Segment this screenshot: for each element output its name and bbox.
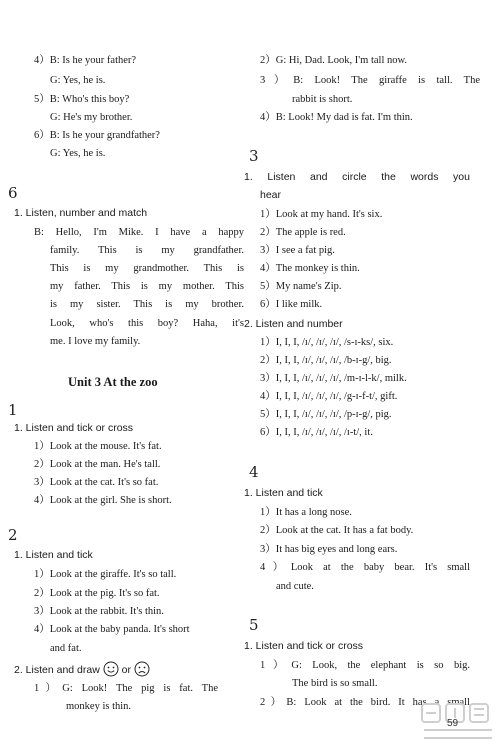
s3-item-2: 2）The apple is red. (260, 227, 346, 238)
u1-item-2: 2）Look at the man. He's tall. (34, 459, 161, 470)
u2-item-3: 3）Look at the rabbit. It's thin. (34, 606, 164, 617)
s4-item-4b: and cute. (276, 581, 314, 592)
section-number-5: 5 (249, 616, 259, 634)
s6-question: 1. Listen, number and match (14, 207, 148, 219)
s6-line-3: This is my grandmother. This is (50, 263, 244, 274)
s5-item-2a: 2）B: Look at the bird. It has a small (260, 697, 470, 708)
s3-item-4: 4）The monkey is thin. (260, 263, 360, 274)
section-number-4: 4 (249, 463, 259, 481)
u2-question-2 (14, 661, 150, 677)
s3-phonics-2: 2）I, I, I, /ɪ/, /ɪ/, /ɪ/, /b-ɪ-g/, big. (260, 355, 392, 366)
left-c5: 5）B: Who's this boy? (34, 94, 130, 105)
s3-question-1a: 1. Listen and circle the words you (244, 171, 470, 183)
s3-phonics-4: 4）I, I, I, /ɪ/, /ɪ/, /ɪ/, /g-ɪ-f-t/, gift. (260, 391, 398, 402)
left-c4: 4）B: Is he your father? (34, 55, 137, 66)
s6-line-6: Look, who's this boy? Haha, it's (50, 318, 244, 329)
s3-phonics-1: 1）I, I, I, /ɪ/, /ɪ/, /ɪ/, /s-ɪ-ks/, six. (260, 337, 394, 348)
left-c6: 6）B: Is he your grandfather? (34, 130, 160, 141)
left-c4-reply: G: Yes, he is. (50, 75, 106, 86)
s5-item-1a: 1）G: Look, the elephant is so big. (260, 660, 470, 671)
s6-line-1: B: Hello, I'm Mike. I have a happy (34, 227, 244, 238)
unit-title: Unit 3 At the zoo (68, 375, 158, 389)
s3-item-6: 6）I like milk. (260, 299, 323, 310)
section-number-6: 6 (8, 184, 18, 202)
s6-line-4: my father. This is my mother. This (50, 281, 244, 292)
sad-face-icon (134, 661, 150, 677)
u2-question-2-or: or (121, 664, 131, 676)
section-number-3: 3 (249, 147, 259, 165)
page-number: 59 (447, 718, 459, 729)
s3-phonics-6: 6）I, I, I, /ɪ/, /ɪ/, /ɪ/, /ɪ-t/, it. (260, 427, 373, 438)
u1-item-1: 1）Look at the mouse. It's fat. (34, 441, 162, 452)
s4-item-2: 2）Look at the cat. It has a fat body. (260, 525, 414, 536)
u2-question: 1. Listen and tick (14, 549, 93, 561)
left-c5-reply: G: He's my brother. (50, 112, 133, 123)
s3-phonics-5: 5）I, I, I, /ɪ/, /ɪ/, /ɪ/, /p-ɪ-g/, pig. (260, 409, 392, 420)
u2-item-1: 1）Look at the giraffe. It's so tall. (34, 569, 177, 580)
s3-question-2: 2. Listen and number (244, 318, 343, 330)
u1-item-3: 3）Look at the cat. It's so fat. (34, 477, 159, 488)
s6-line-2: family. This is my grandfather. (50, 245, 244, 256)
u2-q2-item-1a: 1）G: Look! The pig is fat. The (34, 683, 218, 694)
s6-line-5: is my sister. This is my brother. (50, 299, 244, 310)
u1-item-4: 4）Look at the girl. She is short. (34, 495, 172, 506)
right-r3a: 3）B: Look! The giraffe is tall. The (260, 75, 480, 86)
s4-item-4a: 4）Look at the baby bear. It's small (260, 562, 470, 573)
s3-item-1: 1）Look at my hand. It's six. (260, 209, 383, 220)
right-r4: 4）B: Look! My dad is fat. I'm thin. (260, 112, 413, 123)
s3-item-3: 3）I see a fat pig. (260, 245, 335, 256)
left-c6-reply: G: Yes, he is. (50, 148, 106, 159)
u2-question-2-text: 2. Listen and draw (14, 664, 100, 676)
s4-question: 1. Listen and tick (244, 487, 323, 499)
s4-item-3: 3）It has big eyes and long ears. (260, 544, 398, 555)
s3-question-1b: hear (260, 189, 282, 201)
s5-question: 1. Listen and tick or cross (244, 640, 364, 652)
u2-item-4a: 4）Look at the baby panda. It's short (34, 624, 190, 635)
unit-section-number-2: 2 (8, 526, 18, 544)
u2-q2-item-1b: monkey is thin. (66, 701, 132, 712)
right-r2: 2）G: Hi, Dad. Look, I'm tall now. (260, 55, 408, 66)
u2-item-4b: and fat. (50, 643, 82, 654)
s5-item-1b: The bird is so small. (292, 678, 378, 689)
right-r3b: rabbit is short. (292, 94, 353, 105)
u2-item-2: 2）Look at the pig. It's so fat. (34, 588, 160, 599)
s4-item-1: 1）It has a long nose. (260, 507, 352, 518)
u1-question: 1. Listen and tick or cross (14, 422, 134, 434)
smiley-face-icon (103, 661, 119, 677)
unit-section-number-1: 1 (8, 401, 18, 419)
s3-phonics-3: 3）I, I, I, /ɪ/, /ɪ/, /ɪ/, /m-ɪ-l-k/, milk. (260, 373, 407, 384)
s6-line-7: me. I love my family. (50, 336, 141, 347)
s3-item-5: 5）My name's Zip. (260, 281, 342, 292)
